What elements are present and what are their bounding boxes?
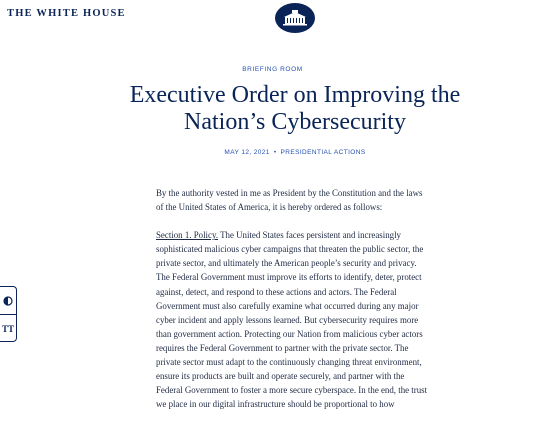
meta-separator: • [273,149,277,156]
article-meta [0,149,545,156]
article-date: MAY 12, 2021 [224,149,270,156]
article-body [156,186,432,425]
text-size-button[interactable] [0,314,16,342]
text-size-icon: TT [1,323,14,334]
section-1-heading: Section 1. Policy. [156,230,219,241]
article-category-link[interactable]: BRIEFING ROOM [242,66,303,73]
section-1-text: The United States faces persistent and increasingly sophisticated malicious cyber campaigns that threaten the public sector, the private sector, and ultimately the American people’s security and privacy. The Federal Government must improve its efforts to identify, deter, protect against, detect, and respond to these actions and actors. The Federal Government must also carefully examine what occurred during any major cyber incident and apply lessons learned. But cybersecurity requires more than government action. Protecting our Nation from malicious cyber actors requires the Federal Government to partner with the private sector. The private sector must adapt to the continuously changing threat environment, ensure its products are built and operate securely, and partner with the Federal Government to foster a more secure cyberspace. In the end, the trust we place in our digital infrastructure should be proportional to how [156,230,428,410]
section-1-paragraph [156,228,432,411]
site-brand-link[interactable]: THE WHITE HOUSE [7,8,126,19]
contrast-toggle-button[interactable] [0,287,16,314]
white-house-seal-svg [282,9,308,27]
site-header [0,0,545,42]
white-house-seal-icon[interactable] [275,3,315,33]
contrast-icon [3,296,13,306]
accessibility-toolbar [0,286,17,342]
article-section-link[interactable]: PRESIDENTIAL ACTIONS [280,149,366,156]
page-title: Executive Order on Improving the Nation’s Cybersecurity [129,82,461,135]
intro-paragraph: By the authority vested in me as President by the Constitution and the laws of the United States of America, it is hereby ordered as follows: [156,188,423,213]
